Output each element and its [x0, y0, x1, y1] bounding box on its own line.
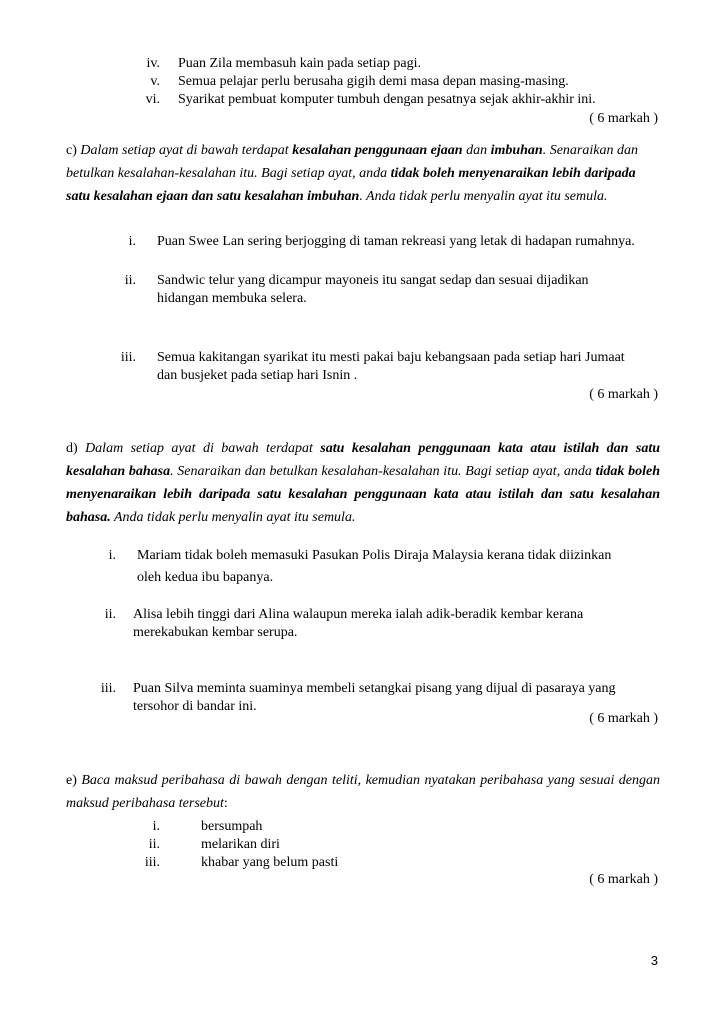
list-text: Syarikat pembuat komputer tumbuh dengan pesatnya sejak akhir-akhir ini.: [178, 92, 596, 107]
list-number: iii.: [120, 350, 136, 365]
list-number: ii.: [124, 273, 136, 288]
marks-label-d: ( 6 markah ): [589, 711, 658, 726]
section-letter: d): [66, 441, 78, 456]
list-number: iii.: [144, 855, 160, 870]
list-text: Semua pelajar perlu berusaha gigih demi masa depan masing-masing.: [178, 74, 569, 89]
list-number: vi.: [145, 92, 160, 107]
list-text: Puan Zila membasuh kain pada setiap pagi.: [178, 56, 421, 71]
list-text: oleh kedua ibu bapanya.: [137, 570, 274, 585]
list-text: Puan Silva meminta suaminya membeli setangkai pisang yang dijual di pasaraya yang: [133, 681, 616, 696]
list-text: Puan Swee Lan sering berjogging di taman rekreasi yang letak di hadapan rumahnya.: [157, 234, 635, 249]
page-number: 3: [650, 953, 658, 968]
marks-label-e: ( 6 markah ): [589, 872, 658, 887]
list-text: melarikan diri: [201, 837, 280, 852]
section-c-instruction: c) Dalam setiap ayat di bawah terdapat kesalahan penggunaan ejaan dan imbuhan. Senaraikan dan betulkan kesalahan-kesalahan itu. Bagi setiap ayat, anda tidak boleh menyenaraikan lebih daripada satu kesalahan ejaan dan satu kesalahan imbuhan. Anda tidak perlu menyalin ayat itu semula.: [66, 143, 638, 204]
section-d-instruction: d) Dalam setiap ayat di bawah terdapat satu kesalahan penggunaan kata atau istilah dan satu kesalahan bahasa. Senaraikan dan betulkan kesalahan-kesalahan itu. Bagi setiap ayat, anda tidak boleh menyenaraikan lebih daripada satu kesalahan penggunaan kata atau istilah dan satu kesalahan bahasa. Anda tidak perlu menyalin ayat itu semula.: [66, 441, 661, 525]
list-number: v.: [150, 74, 160, 89]
list-text: Semua kakitangan syarikat itu mesti pakai baju kebangsaan pada setiap hari Jumaat: [157, 350, 625, 365]
list-number: iii.: [100, 681, 116, 696]
list-text: Sandwic telur yang dicampur mayoneis itu sangat sedap dan sesuai dijadikan: [157, 273, 589, 288]
list-text: hidangan membuka selera.: [157, 291, 307, 306]
section-e-instruction: e) Baca maksud peribahasa di bawah dengan teliti, kemudian nyatakan peribahasa yang sesuai dengan maksud peribahasa tersebut:: [66, 773, 660, 811]
list-text: dan busjeket pada setiap hari Isnin .: [157, 368, 358, 383]
list-number: iv.: [146, 56, 160, 71]
list-number: i.: [152, 819, 160, 834]
list-text: tersohor di bandar ini.: [133, 699, 257, 714]
list-number: ii.: [104, 607, 116, 622]
list-text: Mariam tidak boleh memasuki Pasukan Polis Diraja Malaysia kerana tidak diizinkan: [137, 548, 612, 563]
list-number: i.: [128, 234, 136, 249]
list-number: ii.: [148, 837, 160, 852]
section-letter: e): [66, 773, 77, 788]
list-text: Alisa lebih tinggi dari Alina walaupun mereka ialah adik-beradik kembar kerana: [133, 607, 584, 622]
marks-label-b: ( 6 markah ): [589, 111, 658, 126]
marks-label-c: ( 6 markah ): [589, 387, 658, 402]
list-text: merekabukan kembar serupa.: [133, 625, 298, 640]
list-number: i.: [108, 548, 116, 563]
list-text: bersumpah: [201, 819, 263, 834]
section-letter: c): [66, 143, 77, 158]
list-text: khabar yang belum pasti: [201, 855, 339, 870]
